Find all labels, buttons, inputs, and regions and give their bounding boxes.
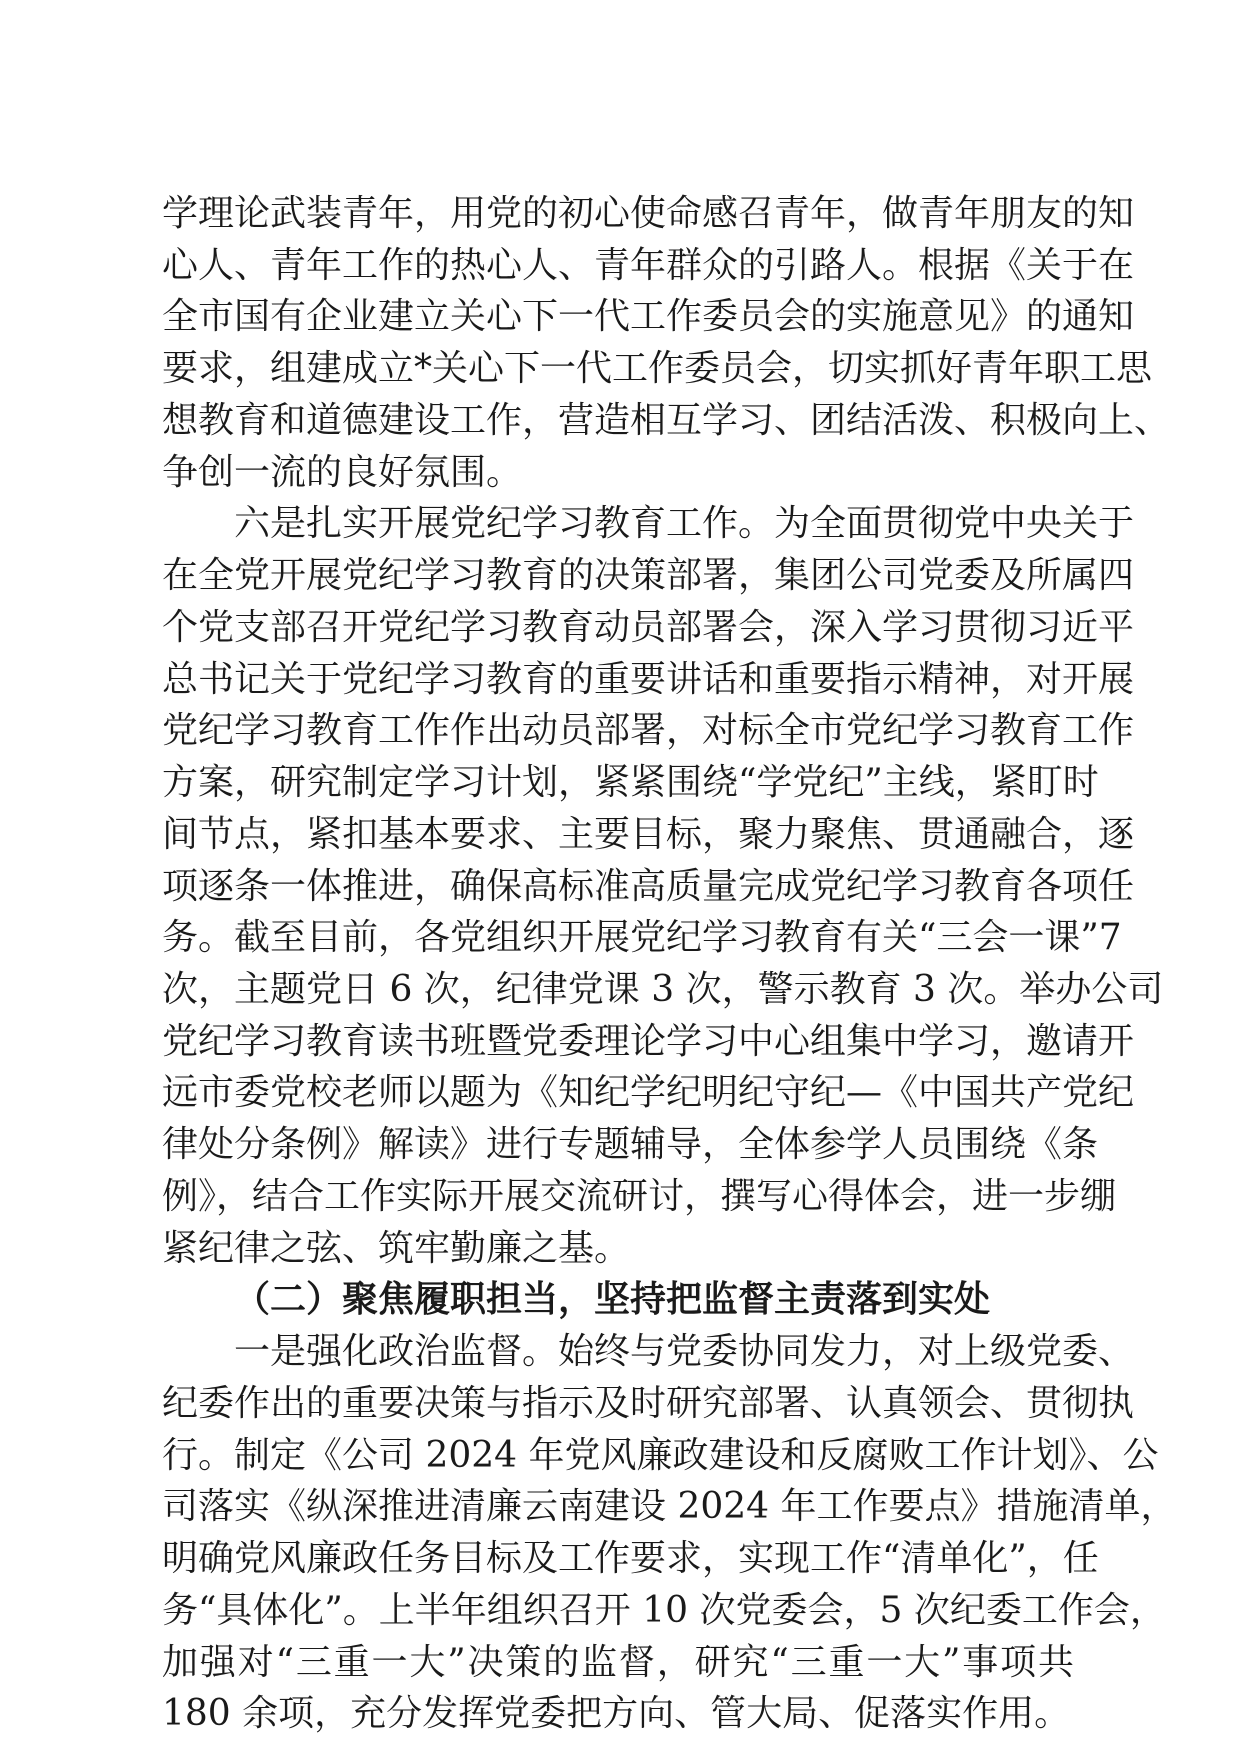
paragraph-line: 学理论武装青年，用党的初心使命感召青年，做青年朋友的知 [162, 193, 1135, 234]
paragraph-line: 远市委党校老师以题为《知纪学纪明纪守纪—《中国共产党纪 [162, 1072, 1135, 1114]
paragraph-first-line: 一是强化政治监督。始终与党委协同发力，对上级党委、 [234, 1331, 1135, 1373]
paragraph-line: 次，主题党日 6 次，纪律党课 3 次，警示教育 3 次。举办公司 [162, 969, 1164, 1010]
paragraph-line: 间节点，紧扣基本要求、主要目标，聚力聚焦、贯通融合，逐 [162, 813, 1135, 855]
paragraph-line: 司落实《纵深推进清廉云南建设 2024 年工作要点》措施清单， [162, 1486, 1177, 1528]
paragraph-line: 行。制定《公司 2024 年党风廉政建设和反腐败工作计划》、公 [162, 1434, 1159, 1476]
paragraph-line: 务。截至目前，各党组织开展党纪学习教育有关“三会一课”7 [162, 917, 1122, 959]
paragraph-line: 全市国有企业建立关心下一代工作委员会的实施意见》的通知 [162, 296, 1135, 338]
section-heading: （二）聚焦履职担当，坚持把监督主责落到实处 [234, 1278, 991, 1321]
paragraph-first-line: 六是扎实开展党纪学习教育工作。为全面贯彻党中央关于 [234, 503, 1135, 545]
paragraph-line: 在全党开展党纪学习教育的决策部署，集团公司党委及所属四 [162, 555, 1135, 597]
paragraph-line: 总书记关于党纪学习教育的重要讲话和重要指示精神，对开展 [162, 658, 1135, 700]
paragraph-line: 纪委作出的重要决策与指示及时研究部署、认真领会、贯彻执 [162, 1382, 1135, 1424]
paragraph-line: 方案，研究制定学习计划，紧紧围绕“学党纪”主线，紧盯时 [162, 762, 1099, 804]
paragraph-line: 加强对“三重一大”决策的监督，研究“三重一大”事项共 [162, 1641, 1074, 1683]
paragraph-line: 务“具体化”。上半年组织召开 10 次党委会，5 次纪委工作会， [162, 1589, 1166, 1631]
paragraph-line: 律处分条例》解读》进行专题辅导，全体参学人员围绕《条 [162, 1124, 1099, 1166]
paragraph-line: 争创一流的良好氛围。 [162, 451, 523, 493]
paragraph-line: 180 余项，充分发挥党委把方向、管大局、促落实作用。 [162, 1693, 1071, 1735]
paragraph-line: 要求，组建成立*关心下一代工作委员会，切实抓好青年职工思 [162, 348, 1153, 390]
paragraph-line: 例》，结合工作实际开展交流研讨，撰写心得体会，进一步绷 [162, 1175, 1117, 1217]
paragraph-line: 明确党风廉政任务目标及工作要求，实现工作“清单化”，任 [162, 1538, 1099, 1580]
paragraph-line: 紧纪律之弦、筑牢勤廉之基。 [162, 1227, 631, 1269]
paragraph-line: 项逐条一体推进，确保高标准高质量完成党纪学习教育各项任 [162, 865, 1135, 907]
paragraph-line: 党纪学习教育工作作出动员部署，对标全市党纪学习教育工作 [162, 710, 1135, 752]
paragraph-line: 心人、青年工作的热心人、青年群众的引路人。根据《关于在 [162, 244, 1135, 286]
paragraph-line: 想教育和道德建设工作，营造相互学习、团结活泼、积极向上、 [162, 399, 1171, 441]
paragraph-line: 个党支部召开党纪学习教育动员部署会，深入学习贯彻习近平 [162, 606, 1135, 648]
paragraph-line: 党纪学习教育读书班暨党委理论学习中心组集中学习，邀请开 [162, 1020, 1135, 1062]
